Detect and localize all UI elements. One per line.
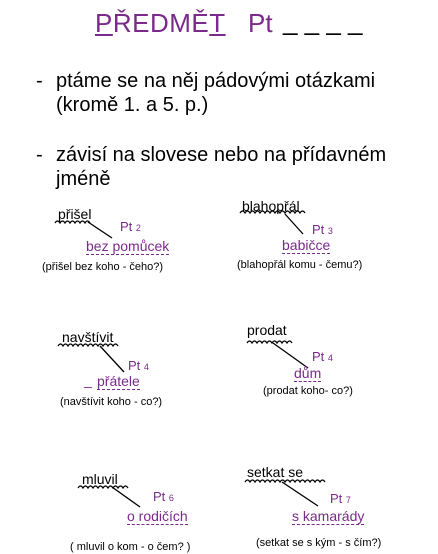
bullet-line: závisí na slovese nebo na přídavném: [56, 144, 387, 166]
title-blanks: _ _ _ _: [283, 6, 363, 36]
case-question: (prodat koho- co?): [263, 385, 353, 397]
case-label: [153, 489, 174, 504]
case-label: [128, 358, 149, 373]
case-question: (blahopřál komu - čemu?): [237, 259, 363, 271]
bullet-dash: -: [36, 144, 43, 166]
object-phrase: babičce: [282, 237, 331, 253]
case-number: 4: [143, 362, 149, 372]
verb-label: přišel: [58, 206, 92, 222]
case-label: [312, 222, 333, 237]
bullet-line: ptáme se na něj pádovými otázkami: [56, 70, 376, 92]
verb-label: navštívit: [62, 329, 114, 345]
case-label: [312, 349, 333, 364]
verb-label: setkat se: [247, 464, 304, 480]
connector-line: [112, 487, 140, 507]
case-abbr: Pt: [120, 219, 133, 234]
case-question: (setkat se s kým - s čím?): [256, 537, 382, 549]
connector-line: [100, 346, 124, 372]
bullet-dash: -: [36, 70, 43, 92]
case-label: [330, 491, 351, 506]
case-number: 2: [135, 223, 141, 233]
title-abbreviation: Pt: [248, 8, 273, 38]
object-phrase: bez pomůcek: [86, 238, 170, 254]
verb-label: mluvil: [82, 471, 118, 487]
bullet-line: (kromě 1. a 5. p.): [56, 94, 209, 116]
object-phrase: o rodičích: [127, 508, 188, 524]
case-number: 3: [327, 226, 333, 236]
case-question: (navštívit koho - co?): [60, 396, 163, 408]
title-letter-t: T: [209, 8, 226, 38]
connector-line: [282, 482, 318, 506]
connector-line: [285, 214, 303, 234]
object-phrase: dům: [294, 365, 322, 381]
object-phrase: s kamarády: [292, 508, 365, 524]
wavy-underline: [245, 480, 325, 482]
case-number: 4: [327, 353, 333, 363]
object-dash: _: [84, 372, 92, 388]
case-abbr: Pt: [312, 222, 325, 237]
case-abbr: Pt: [330, 491, 343, 506]
connector-line: [88, 222, 112, 238]
object-phrase: přátele: [97, 373, 140, 389]
title-letter-p: P: [95, 8, 113, 38]
case-question: ( mluvil o kom - o čem? ): [70, 541, 191, 553]
case-number: 7: [345, 495, 351, 505]
case-label: [120, 219, 141, 234]
case-number: 6: [168, 493, 174, 503]
case-question: (přišel bez koho - čeho?): [42, 261, 164, 273]
title-middle: ŘEDMĚ: [112, 8, 210, 38]
verb-label: prodat: [247, 322, 287, 338]
verb-label: blahopřál: [242, 198, 300, 214]
case-abbr: Pt: [312, 349, 325, 364]
bullet-line: jméně: [56, 168, 111, 190]
wavy-underline: [247, 341, 292, 343]
case-abbr: Pt: [128, 358, 141, 373]
case-abbr: Pt: [153, 489, 166, 504]
